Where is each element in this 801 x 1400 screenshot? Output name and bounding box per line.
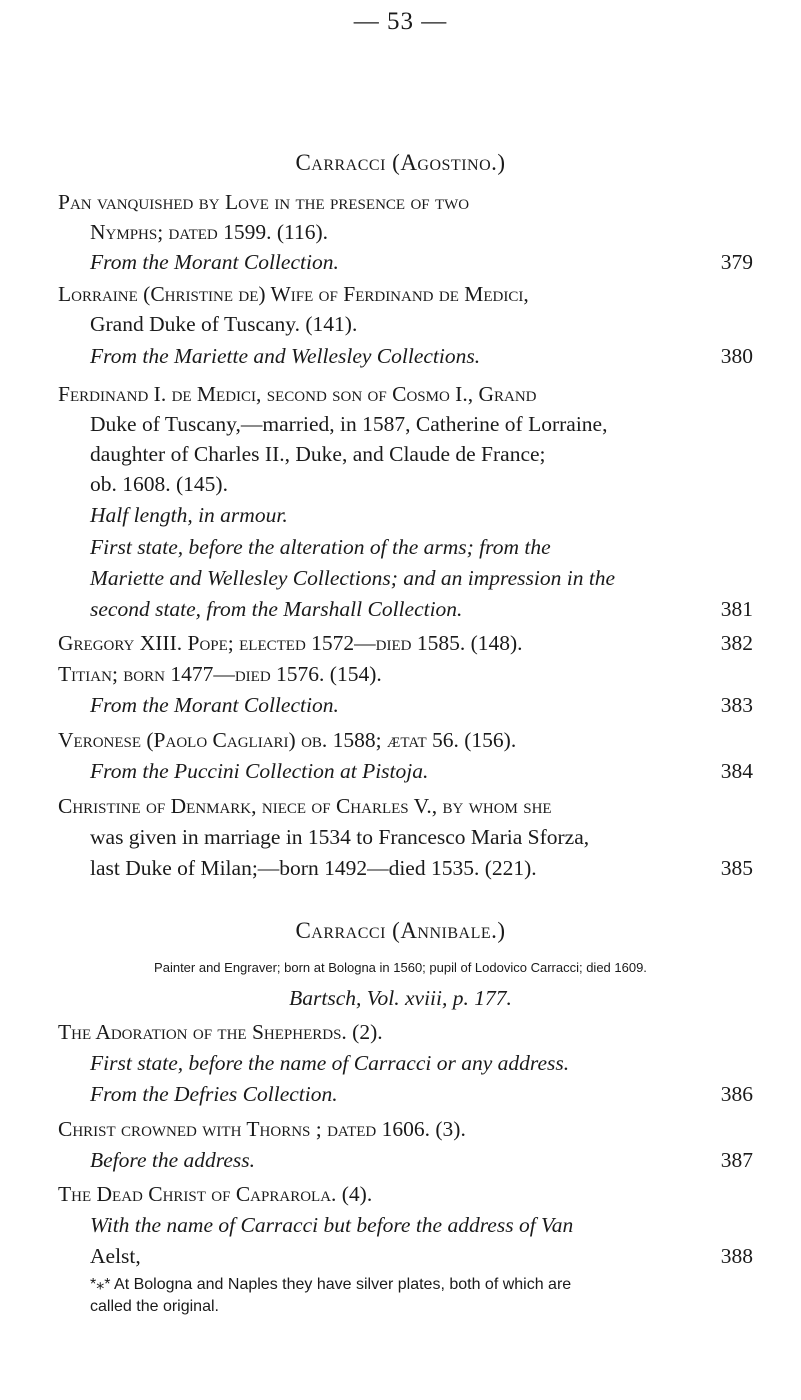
entry-note: With the name of Carracci but before the address of Van [90, 1213, 574, 1237]
entry-title: Gregory XIII. Pope; elected 1572—died 1585. (148). [58, 631, 523, 655]
entry-number: 385 [720, 856, 753, 880]
entry-note: Mariette and Wellesley Collections; and an impression in the [90, 566, 616, 590]
entry-note: Half length, in armour. [90, 503, 288, 527]
entry-note: second state, from the Marshall Collection. [90, 597, 463, 621]
entry-number: 380 [720, 344, 753, 368]
painter-note: Painter and Engraver; born at Bologna in 1560; pupil of Lodovico Carracci; died 1609. [154, 960, 647, 975]
entry-number: 381 [720, 597, 753, 621]
entry-number: 387 [720, 1148, 753, 1172]
entry-title-cont: last Duke of Milan;—born 1492—died 1535. (221). [90, 856, 537, 880]
entry-title-cont: was given in marriage in 1534 to Francesco Maria Sforza, [90, 825, 590, 849]
page-number: — 53 — [353, 8, 448, 35]
entry-title: Ferdinand I. de Medici, second son of Cosmo I., Grand [58, 382, 537, 406]
entry-title: Pan vanquished by Love in the presence of two [58, 190, 470, 214]
footnote-cont: called the original. [90, 1298, 219, 1315]
entry-note: From the Morant Collection. [90, 693, 339, 717]
entry-title: Christ crowned with Thorns ; dated 1606. (3). [58, 1117, 466, 1141]
entry-note: From the Puccini Collection at Pistoja. [90, 759, 429, 783]
entry-note: From the Defries Collection. [90, 1082, 338, 1106]
entry-title-cont: Grand Duke of Tuscany. (141). [90, 312, 358, 336]
entry-number: 384 [720, 759, 753, 783]
entry-title-cont: Duke of Tuscany,—married, in 1587, Catherine of Lorraine, [90, 412, 608, 436]
entry-title: Lorraine (Christine de) Wife of Ferdinand de Medici, [58, 282, 529, 306]
entry-title: The Dead Christ of Caprarola. (4). [58, 1182, 373, 1206]
entry-number: 382 [720, 631, 753, 655]
entry-title: Christine of Denmark, niece of Charles V., by whom she [58, 794, 552, 818]
entry-title: Titian; born 1477—died 1576. (154). [58, 662, 382, 686]
section-heading-agostino: Carracci (Agostino.) [295, 150, 506, 175]
entry-title-cont: Nymphs; dated 1599. (116). [90, 220, 328, 244]
entry-title: The Adoration of the Shepherds. (2). [58, 1020, 383, 1044]
entry-note: Before the address. [90, 1148, 255, 1172]
entry-title-cont: daughter of Charles II., Duke, and Claude de France; [90, 442, 546, 466]
footnote: *⁎* At Bologna and Naples they have silver plates, both of which are [90, 1276, 572, 1293]
entry-number: 383 [720, 693, 753, 717]
section-heading-annibale: Carracci (Annibale.) [295, 918, 506, 943]
bartsch-reference: Bartsch, Vol. xviii, p. 177. [289, 986, 512, 1010]
entry-note: From the Morant Collection. [90, 250, 339, 274]
entry-title-cont: ob. 1608. (145). [90, 472, 228, 496]
entry-number: 379 [720, 250, 753, 274]
entry-number: 386 [720, 1082, 753, 1106]
entry-title: Veronese (Paolo Cagliari) ob. 1588; ætat 56. (156). [58, 728, 517, 752]
entry-note: First state, before the alteration of the arms; from the [90, 535, 551, 559]
entry-number: 388 [720, 1244, 753, 1268]
entry-note: From the Mariette and Wellesley Collections. [90, 344, 481, 368]
entry-note: First state, before the name of Carracci or any address. [90, 1051, 570, 1075]
entry-note: Aelst, [90, 1244, 141, 1268]
